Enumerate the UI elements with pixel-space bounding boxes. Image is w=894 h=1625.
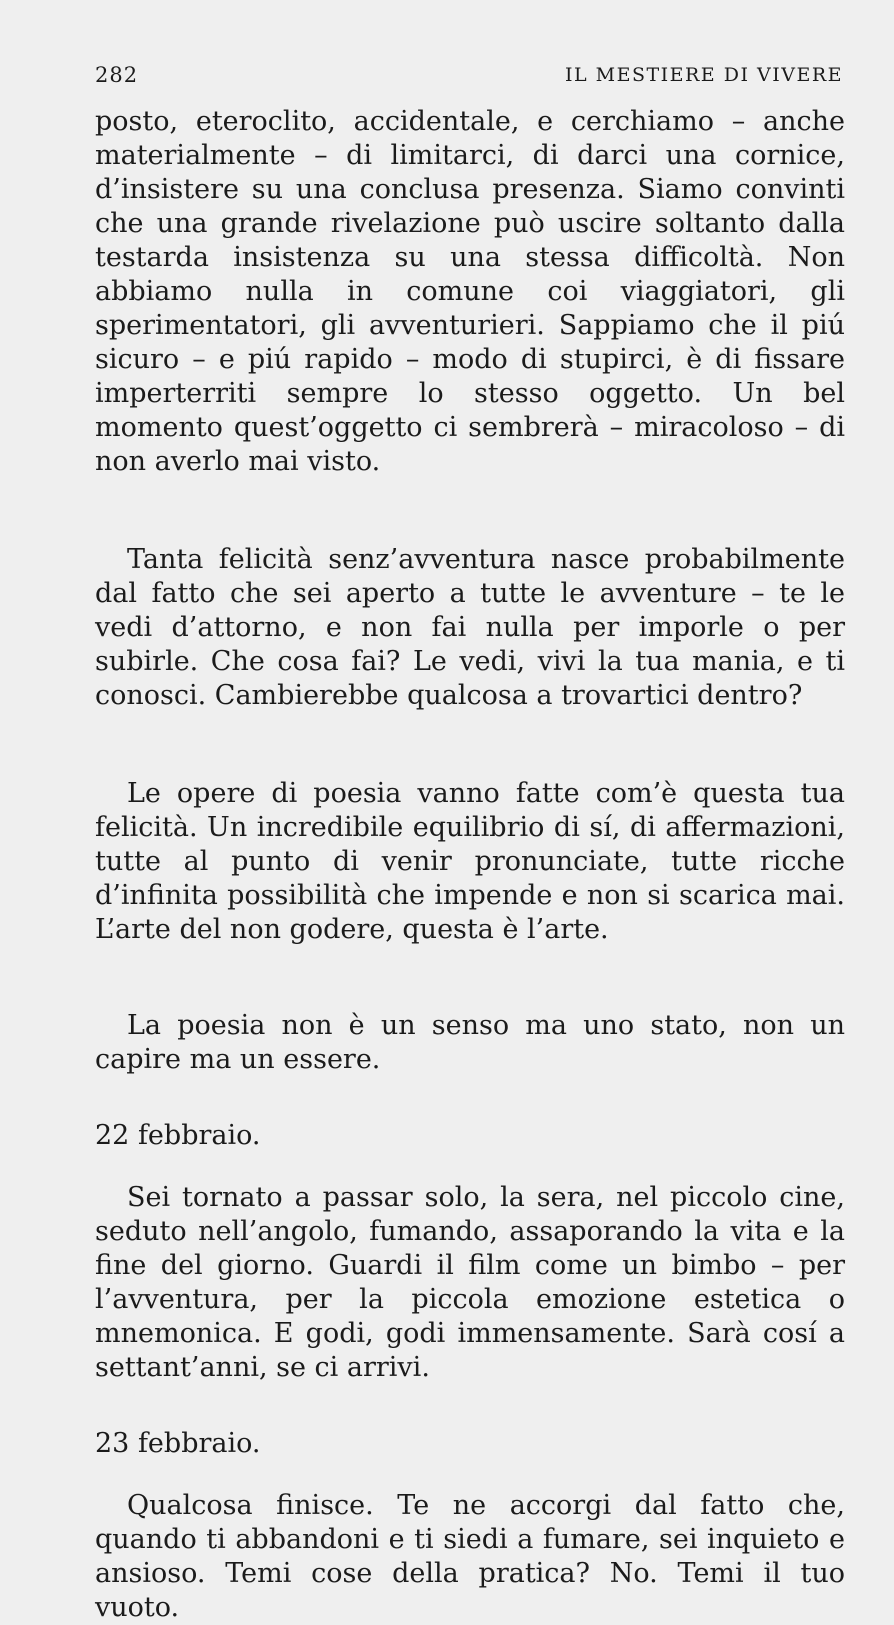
running-title: IL MESTIERE DI VIVERE [564, 64, 843, 86]
section-gap [95, 1385, 845, 1427]
section-gap [95, 947, 845, 1009]
poetry-state-paragraph: La poesia non è un senso ma uno stato, non un capire ma un essere. [95, 1010, 845, 1075]
section-gap [95, 1153, 845, 1181]
section-gap [95, 1077, 845, 1119]
poetry-works-paragraph: Le opere di poesia vanno fatte com’è questa tua felicità. Un incredibile equilibrio di sí, di affermazioni, tutte al punto di venir pronunciate, tutte ricche d’infinita possibilità che impende e non si scarica mai. L’arte del non godere, questa è l’arte. [95, 778, 845, 945]
page-header [95, 58, 843, 92]
page-number: 282 [95, 63, 139, 87]
section-gap [95, 1461, 845, 1489]
section-gap [95, 479, 845, 543]
section-gap [95, 713, 845, 777]
page-body [95, 105, 845, 1625]
date-heading-22-february: 22 febbraio. [95, 1120, 261, 1151]
cinema-paragraph: Sei tornato a passar solo, la sera, nel piccolo cine, seduto nell’angolo, fumando, assaporando la vita e la fine del giorno. Guardi il film come un bimbo – per l’avventura, per la piccola emozione estetica o mnemonica. E godi, godi immensamente. Sarà cosí a settant’anni, se ci arrivi. [95, 1182, 845, 1383]
ending-paragraph: Qualcosa finisce. Te ne accorgi dal fatto che, quando ti abbandoni e ti siedi a fumare, sei inquieto e ansioso. Temi cose della pratica? No. Temi il tuo vuoto. [95, 1490, 845, 1623]
felicity-paragraph: Tanta felicità senz’avventura nasce probabilmente dal fatto che sei aperto a tutte le avventure – te le vedi d’attorno, e non fai nulla per imporle o per subirle. Che cosa fai? Le vedi, vivi la tua mania, e ti conosci. Cambierebbe qualcosa a trovartici dentro? [95, 544, 845, 711]
opening-paragraph: posto, eteroclito, accidentale, e cerchiamo – anche materialmente – di limitarci, di darci una cornice, d’insistere su una conclusa presenza. Siamo convinti che una grande rivelazione può uscire soltanto dalla testarda insistenza su una stessa difficoltà. Non abbiamo nulla in comune coi viaggiatori, gli sperimentatori, gli avventurieri. Sappiamo che il piú sicuro – e piú rapido – modo di stupirci, è di fissare imperterriti sempre lo stesso oggetto. Un bel momento quest’oggetto ci sembrerà – miracoloso – di non averlo mai visto. [95, 106, 845, 477]
date-heading-23-february: 23 febbraio. [95, 1428, 261, 1459]
